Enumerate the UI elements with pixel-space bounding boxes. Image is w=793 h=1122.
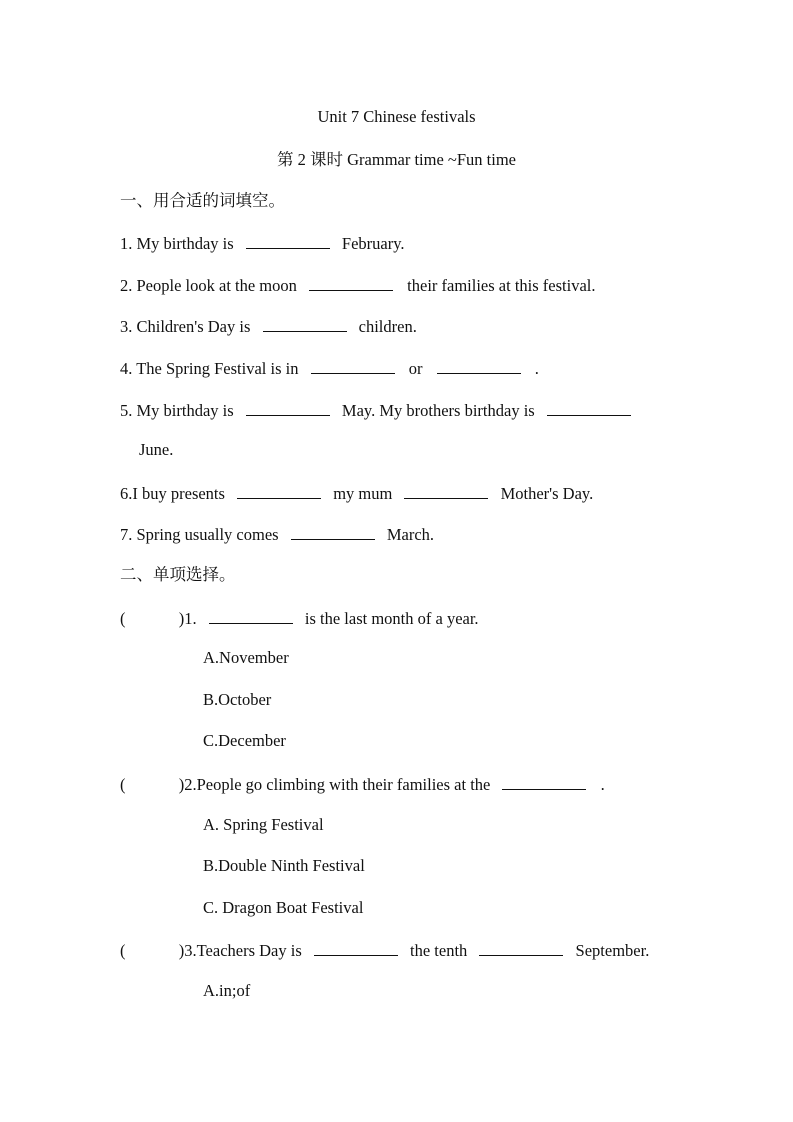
item-text: 1. My birthday is (120, 234, 234, 253)
option-c: C. Dragon Boat Festival (203, 898, 364, 917)
answer-blank[interactable] (479, 939, 563, 956)
answer-paren-open: ( (120, 609, 126, 628)
option-b: B.October (203, 690, 272, 709)
question-text: People go climbing with their families at the (196, 775, 491, 794)
item-text: 3. Children's Day is (120, 317, 251, 336)
fill-item-7 (120, 523, 434, 545)
answer-blank[interactable] (404, 482, 488, 499)
question-number: )3. (178, 941, 197, 960)
option-a: A.in;of (203, 981, 251, 1000)
item-text: 7. Spring usually comes (120, 525, 279, 544)
fill-item-5 (120, 399, 631, 421)
fill-item-2 (120, 274, 595, 296)
answer-blank[interactable] (209, 607, 293, 624)
fill-item-1 (120, 232, 405, 254)
item-text: or (408, 359, 423, 378)
item-text: my mum (333, 484, 393, 503)
item-text: Mother's Day. (500, 484, 594, 503)
question-text: Teachers Day is (196, 941, 302, 960)
fill-item-4 (120, 357, 539, 379)
answer-blank[interactable] (246, 399, 330, 416)
item-text: 4. The Spring Festival is in (120, 359, 299, 378)
option-a: A.November (203, 648, 289, 667)
answer-blank[interactable] (263, 315, 347, 332)
fill-item-5-continued: June. (139, 440, 174, 459)
item-text: February. (341, 234, 405, 253)
answer-blank[interactable] (437, 357, 521, 374)
item-text: 5. My birthday is (120, 401, 234, 420)
answer-blank[interactable] (309, 274, 393, 291)
question-number: )1. (178, 609, 197, 628)
question-text: the tenth (410, 941, 468, 960)
item-text: . (534, 359, 539, 378)
answer-blank[interactable] (547, 399, 631, 416)
section-heading-fill-blank: 一、用合适的词填空。 (120, 191, 285, 210)
section-heading-multiple-choice: 二、单项选择。 (120, 565, 236, 584)
choice-question-3 (120, 939, 649, 961)
answer-blank[interactable] (502, 773, 586, 790)
question-text: is the last month of a year. (304, 609, 479, 628)
fill-item-3 (120, 315, 417, 337)
item-text: May. My brothers birthday is (341, 401, 535, 420)
item-text: March. (386, 525, 435, 544)
answer-blank[interactable] (311, 357, 395, 374)
answer-blank[interactable] (237, 482, 321, 499)
fill-item-6 (120, 482, 593, 504)
item-text: children. (358, 317, 417, 336)
question-text: . (600, 775, 605, 794)
page-subtitle: 第 2 课时 Grammar time ~Fun time (277, 150, 516, 169)
choice-question-2 (120, 773, 605, 795)
page-title: Unit 7 Chinese festivals (317, 107, 476, 126)
answer-paren-open: ( (120, 941, 126, 960)
answer-blank[interactable] (291, 523, 375, 540)
answer-blank[interactable] (314, 939, 398, 956)
answer-paren-open: ( (120, 775, 126, 794)
choice-question-1 (120, 607, 479, 629)
option-a: A. Spring Festival (203, 815, 324, 834)
question-number: )2. (178, 775, 197, 794)
item-text: their families at this festival. (407, 276, 596, 295)
item-text: 6.I buy presents (120, 484, 225, 503)
item-text: 2. People look at the moon (120, 276, 297, 295)
option-c: C.December (203, 731, 286, 750)
option-b: B.Double Ninth Festival (203, 856, 365, 875)
answer-blank[interactable] (246, 232, 330, 249)
question-text: September. (575, 941, 650, 960)
